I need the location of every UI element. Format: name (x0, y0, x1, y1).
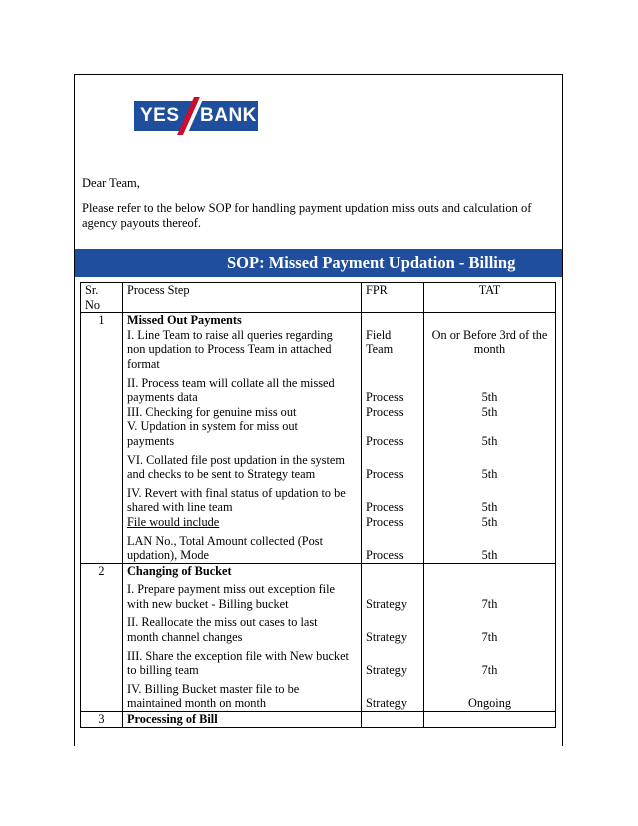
title-spacer (366, 712, 419, 727)
section-steps (123, 313, 362, 564)
step-block (127, 328, 357, 372)
section-fpr (362, 712, 424, 728)
section-steps (123, 563, 362, 711)
greeting: Dear Team, (82, 176, 140, 190)
step-line: with new bucket - Billing bucket (127, 596, 289, 611)
fpr-line: Strategy (366, 663, 407, 678)
step-line: payments (127, 433, 175, 448)
title-spacer (366, 313, 419, 328)
tat-line-spacer (428, 649, 551, 664)
tat-line: On or Before 3rd of the (431, 327, 548, 342)
step-block (127, 649, 357, 678)
step-line: payments data (127, 390, 198, 405)
step-block (127, 582, 357, 611)
step-line: LAN No., Total Amount collected (Post (127, 533, 323, 548)
body-line-2: agency payouts thereof. (82, 216, 202, 230)
tat-line: 5th (481, 500, 498, 515)
title-spacer (428, 313, 551, 328)
tat-block (428, 453, 551, 482)
body-line-1: Please refer to the below SOP for handling payment updation miss outs and calculation of (82, 201, 532, 215)
tat-spacer (428, 357, 551, 372)
fpr-line-spacer (366, 615, 419, 630)
fpr-line: Process (366, 404, 404, 419)
step-block (127, 376, 357, 405)
step-line: month channel changes (127, 630, 243, 645)
step-line: I. Prepare payment miss out exception file (127, 582, 335, 597)
tat-line: Ongoing (467, 696, 512, 711)
section-tat (424, 563, 556, 711)
section-tat (424, 313, 556, 564)
step-block (127, 515, 357, 530)
tat-line-spacer (428, 582, 551, 597)
step-line: VI. Collated file post updation in the system (127, 452, 345, 467)
tat-line: 5th (481, 404, 498, 419)
step-line: III. Checking for genuine miss out (127, 404, 297, 419)
header-fpr: FPR (362, 283, 424, 313)
step-line: II. Reallocate the miss out cases to last (127, 615, 318, 630)
step-line: non updation to Process Team in attached (127, 342, 332, 357)
step-line: shared with line team (127, 500, 233, 515)
tat-line-spacer (428, 453, 551, 468)
step-block (127, 615, 357, 644)
fpr-block (366, 534, 419, 563)
fpr-block (366, 649, 419, 678)
fpr-block (366, 682, 419, 711)
fpr-block (366, 615, 419, 644)
fpr-block (366, 582, 419, 611)
sop-banner: SOP: Missed Payment Updation - Billing (75, 249, 562, 277)
header-tat: TAT (424, 283, 556, 313)
step-block (127, 419, 357, 448)
section-fpr (362, 563, 424, 711)
tat-block (428, 419, 551, 448)
tat-block (428, 534, 551, 563)
sop-table (80, 282, 556, 728)
section-row (81, 563, 556, 711)
step-line: V. Updation in system for miss out (127, 419, 298, 434)
step-line: format (127, 356, 160, 371)
section-row (81, 313, 556, 564)
section-tat (424, 712, 556, 728)
step-block (127, 486, 357, 515)
step-line: to billing team (127, 663, 199, 678)
fpr-line-spacer (366, 419, 419, 434)
section-title: Changing of Bucket (127, 563, 232, 578)
section-title: Processing of Bill (127, 712, 218, 727)
fpr-line-spacer (366, 582, 419, 597)
step-line: II. Process team will collate all the missed (127, 375, 335, 390)
tat-line-spacer (428, 419, 551, 434)
fpr-line: Team (366, 342, 394, 357)
tat-line-spacer (428, 615, 551, 630)
fpr-line: Field (366, 327, 392, 342)
fpr-line: Process (366, 467, 404, 482)
tat-line: 7th (481, 663, 498, 678)
fpr-block (366, 419, 419, 448)
section-fpr (362, 313, 424, 564)
fpr-line-spacer (366, 453, 419, 468)
tat-line: 5th (481, 433, 498, 448)
tat-line: 5th (481, 514, 498, 529)
section-number: 3 (81, 712, 123, 728)
tat-block (428, 682, 551, 711)
tat-line: 5th (481, 548, 498, 563)
header-sr: Sr. No (81, 283, 123, 313)
tat-line-spacer (428, 376, 551, 391)
fpr-line-spacer (366, 486, 419, 501)
tat-block (428, 405, 551, 420)
title-spacer (366, 564, 419, 579)
logo-right-word: BANK (200, 105, 257, 126)
fpr-line-spacer (366, 376, 419, 391)
section-steps (123, 712, 362, 728)
logo-left-word: YES (140, 105, 180, 126)
step-line: IV. Billing Bucket master file to be (127, 681, 300, 696)
fpr-spacer (366, 357, 419, 372)
tat-line-spacer (428, 486, 551, 501)
step-line: I. Line Team to raise all queries regarding (127, 327, 333, 342)
section-number: 2 (81, 563, 123, 711)
fpr-block (366, 486, 419, 515)
fpr-line-spacer (366, 534, 419, 549)
fpr-line: Strategy (366, 696, 407, 711)
step-line: updation), Mode (127, 548, 209, 563)
tat-block (428, 615, 551, 644)
tat-line-spacer (428, 682, 551, 697)
fpr-line: Process (366, 514, 404, 529)
step-block (127, 405, 357, 420)
yes-bank-logo (134, 95, 258, 137)
fpr-line: Process (366, 390, 404, 405)
section-title: Missed Out Payments (127, 313, 242, 328)
fpr-line: Strategy (366, 596, 407, 611)
tat-line: 7th (481, 596, 498, 611)
section-row (81, 712, 556, 728)
tat-line: 5th (481, 390, 498, 405)
header-row (81, 283, 556, 313)
step-block (127, 534, 357, 563)
fpr-line: Strategy (366, 630, 407, 645)
tat-block (428, 649, 551, 678)
fpr-block (366, 328, 419, 372)
fpr-line: Process (366, 500, 404, 515)
fpr-block (366, 376, 419, 405)
title-spacer (428, 564, 551, 579)
step-block (127, 682, 357, 711)
tat-line: 5th (481, 467, 498, 482)
tat-block (428, 515, 551, 530)
step-line: and checks to be sent to Strategy team (127, 467, 316, 482)
tat-block (428, 328, 551, 372)
step-line: III. Share the exception file with New bucket (127, 648, 349, 663)
fpr-line: Process (366, 548, 404, 563)
section-number: 1 (81, 313, 123, 564)
fpr-block (366, 405, 419, 420)
tat-block (428, 376, 551, 405)
step-line: maintained month on month (127, 696, 267, 711)
tat-block (428, 486, 551, 515)
header-step: Process Step (123, 283, 362, 313)
step-line: File would include (127, 514, 220, 529)
tat-line: 7th (481, 630, 498, 645)
fpr-line-spacer (366, 649, 419, 664)
step-line: IV. Revert with final status of updation to be (127, 485, 346, 500)
step-block (127, 453, 357, 482)
fpr-line-spacer (366, 682, 419, 697)
fpr-line: Process (366, 433, 404, 448)
tat-line: month (473, 342, 506, 357)
fpr-block (366, 515, 419, 530)
title-spacer (428, 712, 551, 727)
tat-block (428, 582, 551, 611)
logo-slash-icon (134, 95, 258, 137)
fpr-block (366, 453, 419, 482)
tat-line-spacer (428, 534, 551, 549)
